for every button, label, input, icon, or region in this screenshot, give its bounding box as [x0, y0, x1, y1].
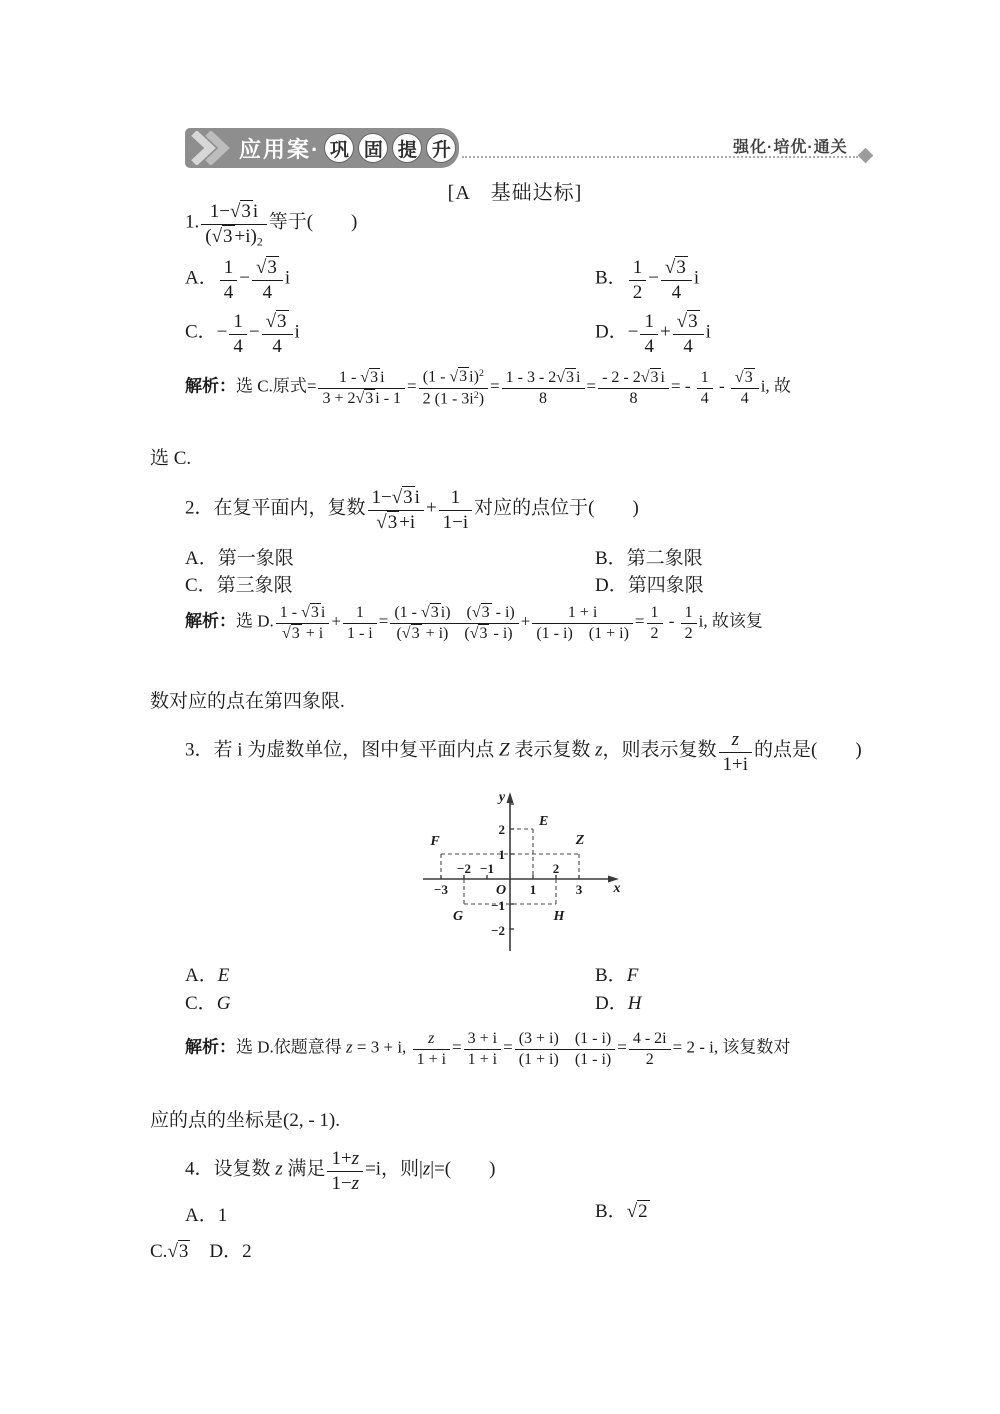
q4-option-b: B．√2: [595, 1201, 648, 1222]
q3-stem: 3．若 i 为虚数单位，图中复平面内点 Z 表示复数 z，则表示复数 $\frac{z}{1+i}$ 的点是( ): [185, 729, 862, 775]
diamond-icon: [858, 148, 874, 164]
q3-analysis-continuation: 应的点的坐标是(2, - 1).: [150, 1110, 340, 1131]
banner-title: [239, 133, 320, 164]
complex-plane-figure: [413, 786, 628, 958]
q1-option-c: C．− $\frac{1}{4}$ − $\frac{√3}{4}$ i: [185, 311, 300, 357]
q2-option-b: B．第二象限: [595, 548, 703, 569]
y-tick-label: 2: [498, 822, 505, 837]
q3-option-d: D．H: [595, 993, 642, 1014]
double-chevron-icon: [191, 131, 233, 165]
x-tick-label: −1: [480, 861, 494, 876]
q2-stem: 2．在复平面内，复数 $\frac{1-√3 i}{√3 +i}$ + $\frac{1}{1-i}$ 对应的点位于( ): [185, 487, 639, 533]
q2-option-c: C．第三象限: [185, 575, 293, 596]
x-tick-label: 1: [529, 882, 537, 897]
x-tick-label: 3: [575, 882, 583, 897]
y-tick-label: −2: [491, 923, 505, 938]
y-axis-label: y: [498, 790, 506, 805]
point-H-label: H: [553, 909, 565, 924]
point-G-label: G: [452, 909, 464, 924]
q3-option-a: A．E: [185, 965, 230, 986]
point-F-label: F: [430, 834, 440, 849]
point-Z-label: Z: [575, 833, 585, 848]
banner-circle: 巩: [324, 133, 354, 163]
header-banner: [185, 128, 459, 168]
y-axis-arrow: [507, 792, 514, 803]
q4-stem: 4．设复数 z 满足 $\frac{1+z}{1-z}$ =i，则|z|=( ): [185, 1148, 496, 1194]
section-heading: [A 基础达标]: [447, 182, 583, 204]
q1-option-d: D．− $\frac{1}{4}$ + $\frac{√3}{4}$ i: [595, 311, 711, 357]
banner-circle: 升: [426, 133, 456, 163]
q4-options-cd: C.√3 D．2: [150, 1241, 252, 1262]
q2-option-d: D．第四象限: [595, 575, 704, 596]
x-tick-label: 2: [552, 861, 560, 876]
q1-stem: 1. $\frac{1-√3 i}{(√3 +i)_2}$ 等于( ): [185, 201, 358, 249]
banner-title-text: 应用案: [239, 136, 312, 162]
q3-option-c: C．G: [185, 993, 231, 1014]
q1-option-b: B． $\frac{1}{2}$ − $\frac{√3}{4}$ i: [595, 257, 700, 303]
q1-analysis: 解析：选 C.原式= $\frac{1 - √3 i}{3 + 2√3 i - 1}$ = $\frac{(1 - √3 i)^2}{2 (1 - 3i^2)}$ = $\frac{1 - 3 - 2√3 i}{8}$ = $\frac{- 2 - 2√3 i}{8}$ = - $\frac{1}{4}$ - $\frac{√3}{4}$ i, 故: [185, 368, 791, 408]
x-tick-label: −3: [434, 882, 448, 897]
q1-analysis-continuation: 选 C.: [150, 448, 192, 469]
q3-analysis: 解析：选 D.依题意得 z = 3 + i, $\frac{z}{1 + i}$ = $\frac{3 + i}{1 + i}$ = $\frac{(3 + i) (1 - i)}{(1 + i) (1 - i)}$ = $\frac{4 - 2i}{2}$ = 2 - i, 该复数对: [185, 1030, 791, 1069]
banner-title-dot: ·: [311, 136, 321, 162]
point-E-label: E: [539, 814, 549, 829]
x-tick-label: −2: [457, 861, 471, 876]
origin-label: O: [495, 883, 507, 898]
q4-option-a: A．1: [185, 1205, 228, 1226]
header-slogan: 强化·培优·通关: [733, 139, 848, 156]
y-tick-label: −1: [491, 898, 505, 913]
banner-circle: 固: [358, 133, 388, 163]
q2-analysis-continuation: 数对应的点在第四象限.: [150, 691, 345, 712]
q2-analysis: 解析：选 D. $\frac{1 - √3 i}{√3 + i}$ + $\frac{1}{1 - i}$ = $\frac{(1 - √3 i) (√3 - i)}{(√3 + i) (√3 - i)}$ + $\frac{1 + i}{(1 - i) (1 + i)}$ = $\frac{1}{2}$ - $\frac{1}{2}$ i, 故该复: [185, 604, 763, 643]
x-axis-label: x: [613, 881, 621, 896]
banner-circle: 提: [392, 133, 422, 163]
dotted-rule: [462, 156, 858, 158]
q3-option-b: B．F: [595, 965, 639, 986]
q1-option-a: A． $\frac{1}{4}$ − $\frac{√3}{4}$ i: [185, 257, 291, 303]
q2-option-a: A．第一象限: [185, 548, 294, 569]
y-tick-label: 1: [498, 847, 505, 862]
